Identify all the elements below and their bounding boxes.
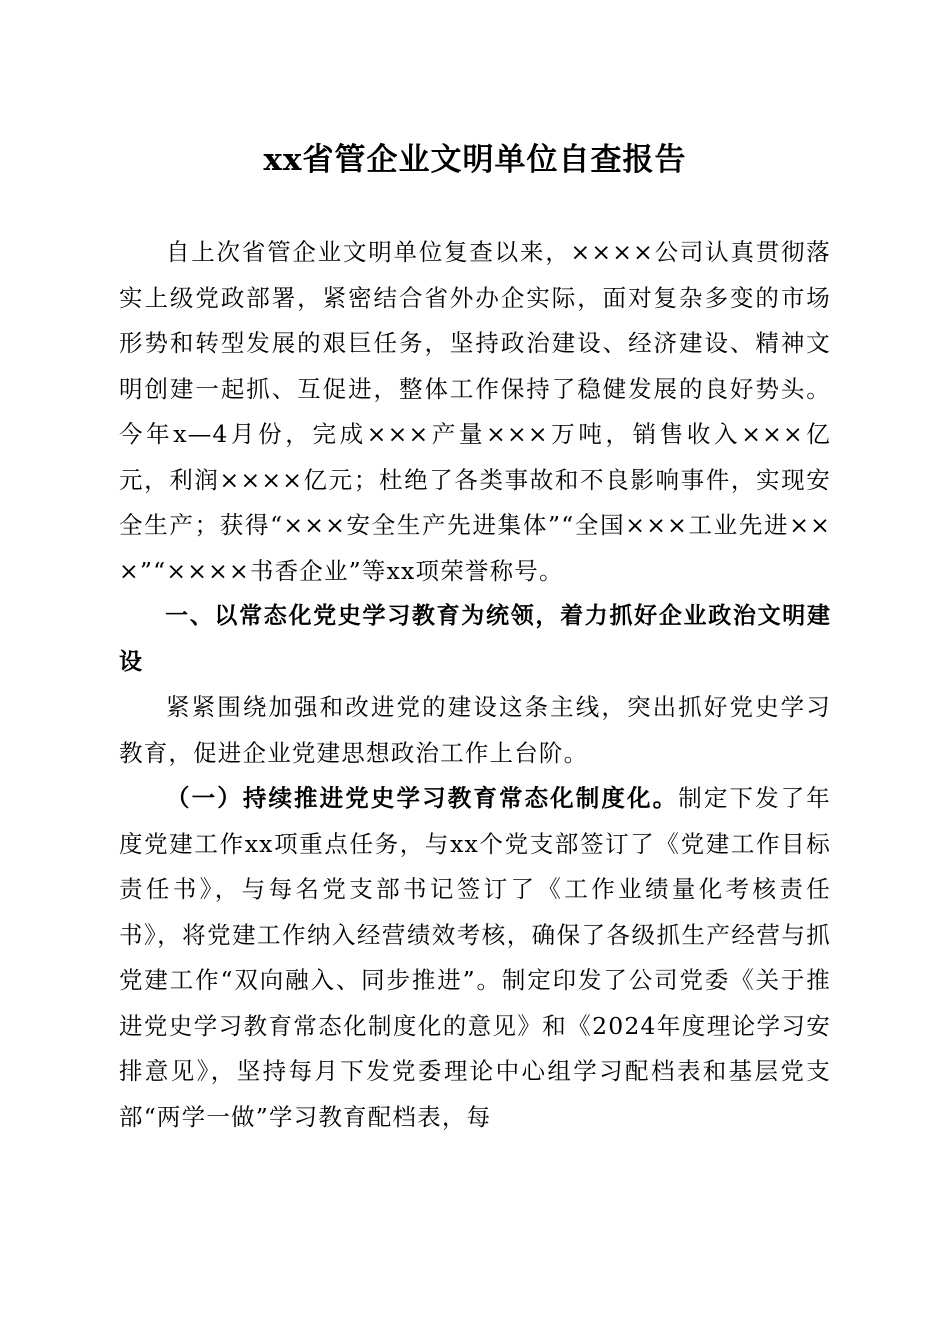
section-1-summary: 紧紧围绕加强和改进党的建设这条主线，突出抓好党史学习教育，促进企业党建思想政治工作上台阶。 — [119, 693, 831, 767]
intro-paragraph: 自上次省管企业文明单位复查以来，××××公司认真贯彻落实上级党政部署，紧密结合省外办企实际，面对复杂多变的市场形势和转型发展的艰巨任务，坚持政治建设、经济建设、精神文明创建一起抓、互促进，整体工作保持了稳健发展的良好势头。今年x—4月份，完成×××产量×××万吨，销售收入×××亿元，利润××××亿元；杜绝了各类事故和不良影响事件，实现安全生产；获得“×××安全生产先进集体”“全国×××工业先进×××”“××××书香企业”等xx项荣誉称号。 — [119, 238, 831, 585]
document-body — [119, 230, 831, 1140]
section-1-heading: 一、以常态化党史学习教育为统领，着力抓好企业政治文明建设 — [119, 603, 831, 675]
section-1-item-1-paragraph — [119, 776, 831, 1140]
section-1-item-1-lead: （一）持续推进党史学习教育常态化制度化。 — [166, 784, 679, 812]
document-title: xx省管企业文明单位自查报告 — [263, 142, 687, 178]
section-1-item-1-text: 制定下发了年度党建工作xx项重点任务，与xx个党支部签订了《党建工作目标责任书》，与每名党支部书记签订了《工作业绩量化考核责任书》，将党建工作纳入经营绩效考核，确保了各级抓生产经营与抓党建工作“双向融入、同步推进”。制定印发了公司党委《关于推进党史学习教育常态化制度化的意见》和《2024年度理论学习安排意见》，坚持每月下发党委理论中心组学习配档表和基层党支部“两学一做”学习教育配档表，每 — [119, 784, 832, 1131]
